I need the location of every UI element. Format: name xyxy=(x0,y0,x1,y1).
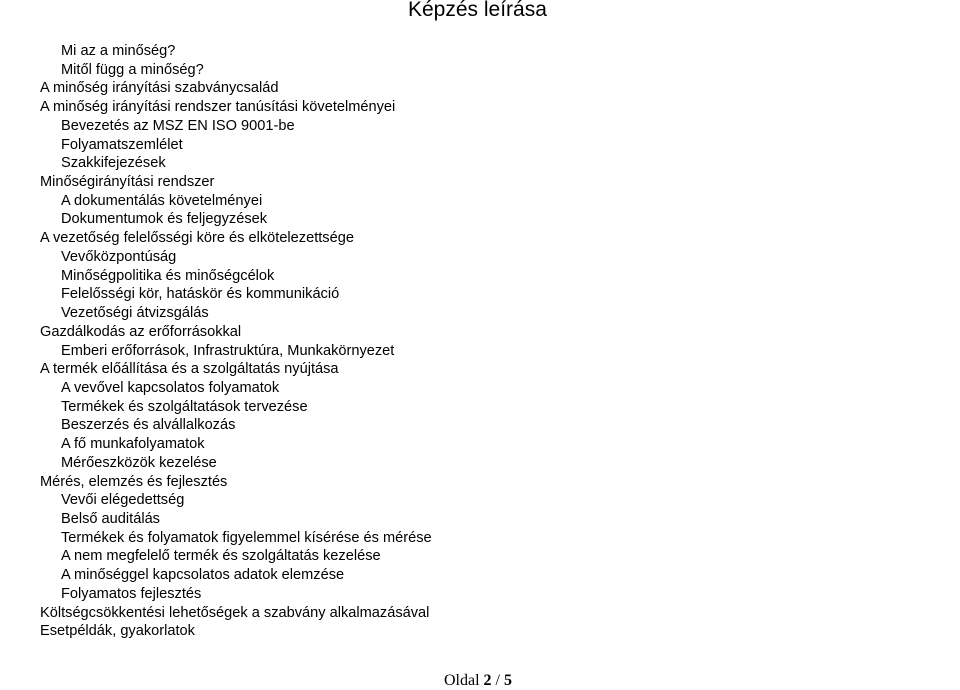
outline-subtopic: Vevőközpontúság xyxy=(61,248,177,265)
outline-subtopic: A nem megfelelő termék és szolgáltatás kezelése xyxy=(61,548,381,565)
outline-subtopic: Vezetőségi átvizsgálás xyxy=(61,305,209,322)
total-page-count: 5 xyxy=(504,672,512,689)
outline-topic: A minőség irányítási rendszer tanúsítási követelményei xyxy=(40,99,396,116)
outline-subtopic: A vevővel kapcsolatos folyamatok xyxy=(61,379,280,396)
outline-topic: Minőségirányítási rendszer xyxy=(40,174,215,191)
outline-topic: A minőség irányítási szabványcsalád xyxy=(40,80,279,97)
page-title: Képzés leírása xyxy=(408,0,547,21)
outline-subtopic: A fő munkafolyamatok xyxy=(61,436,205,453)
outline-subtopic: Termékek és szolgáltatások tervezése xyxy=(61,398,308,415)
outline-subtopic: A dokumentálás követelményei xyxy=(61,192,263,209)
page-separator: / xyxy=(495,672,500,689)
outline-subtopic: Bevezetés az MSZ EN ISO 9001-be xyxy=(61,117,295,134)
outline-topic: Gazdálkodás az erőforrásokkal xyxy=(40,323,242,340)
outline-topic: A vezetőség felelősségi köre és elkötelezettsége xyxy=(40,230,354,247)
outline-subtopic: Dokumentumok és feljegyzések xyxy=(61,211,268,228)
outline-topic: Mérés, elemzés és fejlesztés xyxy=(40,473,228,490)
outline-subtopic: Folyamatszemlélet xyxy=(61,136,183,153)
outline-subtopic: Vevői elégedettség xyxy=(61,492,185,509)
outline-subtopic: Mitől függ a minőség? xyxy=(61,61,204,78)
outline-subtopic: Mi az a minőség? xyxy=(61,43,176,59)
page-footer xyxy=(444,672,512,690)
outline-topic: Költségcsökkentési lehetőségek a szabvány alkalmazásával xyxy=(40,604,430,621)
page-label: Oldal xyxy=(444,672,480,689)
outline-topic: Esetpéldák, gyakorlatok xyxy=(40,623,195,640)
outline-subtopic: Felelősségi kör, hatáskör és kommunikáció xyxy=(61,286,340,303)
outline-subtopic: Mérőeszközök kezelése xyxy=(61,454,217,471)
outline-subtopic: Szakkifejezések xyxy=(61,155,166,172)
outline-subtopic: Belső auditálás xyxy=(61,510,160,527)
outline-subtopic: Minőségpolitika és minőségcélok xyxy=(61,267,275,284)
current-page-number: 2 xyxy=(483,672,492,689)
outline-subtopic: Beszerzés és alvállalkozás xyxy=(61,417,236,434)
outline-subtopic: Folyamatos fejlesztés xyxy=(61,585,202,602)
outline-subtopic: Emberi erőforrások, Infrastruktúra, Munkakörnyezet xyxy=(61,342,395,359)
outline-topic: A termék előállítása és a szolgáltatás nyújtása xyxy=(40,361,339,378)
outline-subtopic: A minőséggel kapcsolatos adatok elemzése xyxy=(61,567,345,584)
course-outline xyxy=(0,42,432,641)
outline-subtopic: Termékek és folyamatok figyelemmel kísérése és mérése xyxy=(61,529,432,546)
